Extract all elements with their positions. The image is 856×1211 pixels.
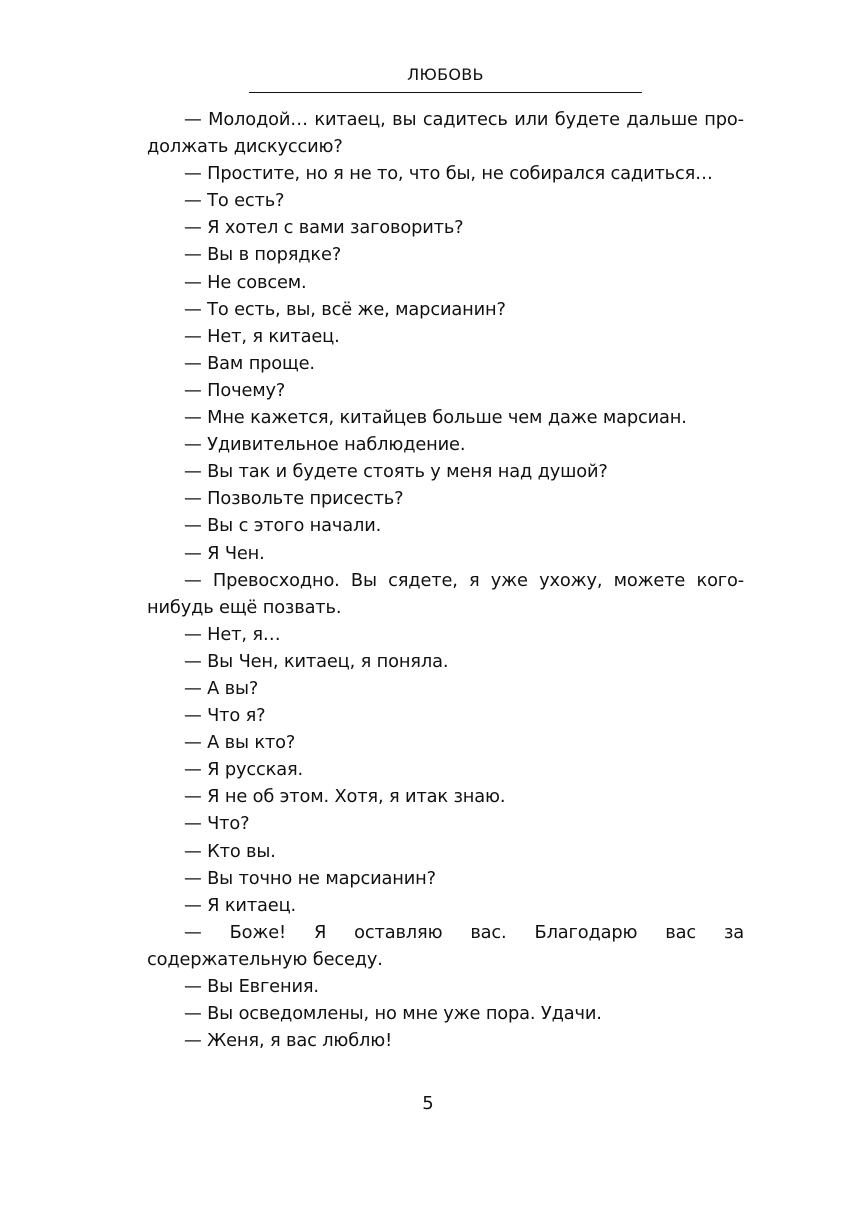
dialogue-line: — Молодой… китаец, вы садитесь или будете дальше продолжать дискуссию? [147, 109, 744, 158]
dialogue-line: — Нет, я… [184, 623, 281, 645]
dialogue-line: — Вы точно не марсианин? [184, 867, 436, 889]
dialogue-line: — Вам проще. [184, 352, 315, 374]
dialogue-line: — А вы? [184, 677, 259, 699]
dialogue-line: — То есть? [184, 190, 285, 212]
dialogue-line: — Вы Чен, китаец, я поняла. [184, 650, 449, 672]
dialogue-line: — Я не об этом. Хотя, я итак знаю. [184, 786, 506, 808]
dialogue-line: — Женя, я вас люблю! [184, 1030, 393, 1052]
dialogue-line: — Что? [184, 813, 250, 835]
dialogue-line: — Позвольте присесть? [184, 488, 404, 510]
dialogue-line: — А вы кто? [184, 732, 296, 754]
running-header [249, 62, 642, 93]
dialogue-line: — Я китаец. [184, 894, 297, 916]
dialogue-line: — Не совсем. [184, 271, 307, 293]
dialogue-line: — То есть, вы, всё же, марсианин? [184, 298, 506, 320]
dialogue-line: — Нет, я китаец. [184, 325, 340, 347]
chapter-title: ЛЮБОВЬ [407, 65, 484, 84]
dialogue-line: — Мне кажется, китайцев больше чем даже марсиан. [184, 407, 687, 429]
dialogue-line: — Кто вы. [184, 840, 276, 862]
dialogue-line: — Удивительное наблюдение. [184, 434, 466, 456]
dialogue-line: — Вы так и будете стоять у меня над душой? [184, 461, 608, 483]
dialogue-line: — Вы с этого начали. [184, 515, 382, 537]
dialogue-line: — Боже! Я оставляю вас. Благодарю вас за содержательную беседу. [147, 921, 744, 970]
dialogue-line: — Я хотел с вами заговорить? [184, 217, 464, 239]
body-text [147, 106, 744, 1054]
dialogue-line: — Я Чен. [184, 542, 265, 564]
dialogue-line: — Почему? [184, 379, 286, 401]
dialogue-line: — Вы в порядке? [184, 244, 342, 266]
dialogue-line: — Что я? [184, 705, 266, 727]
dialogue-line: — Вы осведомлены, но мне уже пора. Удачи. [184, 1003, 602, 1025]
page-number: 5 [422, 1093, 434, 1114]
dialogue-line: — Простите, но я не то, что бы, не собирался садиться… [184, 163, 713, 185]
dialogue-line: — Я русская. [184, 759, 303, 781]
dialogue-line: — Вы Евгения. [184, 976, 319, 997]
dialogue-line: — Превосходно. Вы сядете, я уже ухожу, можете кого-нибудь ещё позвать. [147, 569, 744, 618]
